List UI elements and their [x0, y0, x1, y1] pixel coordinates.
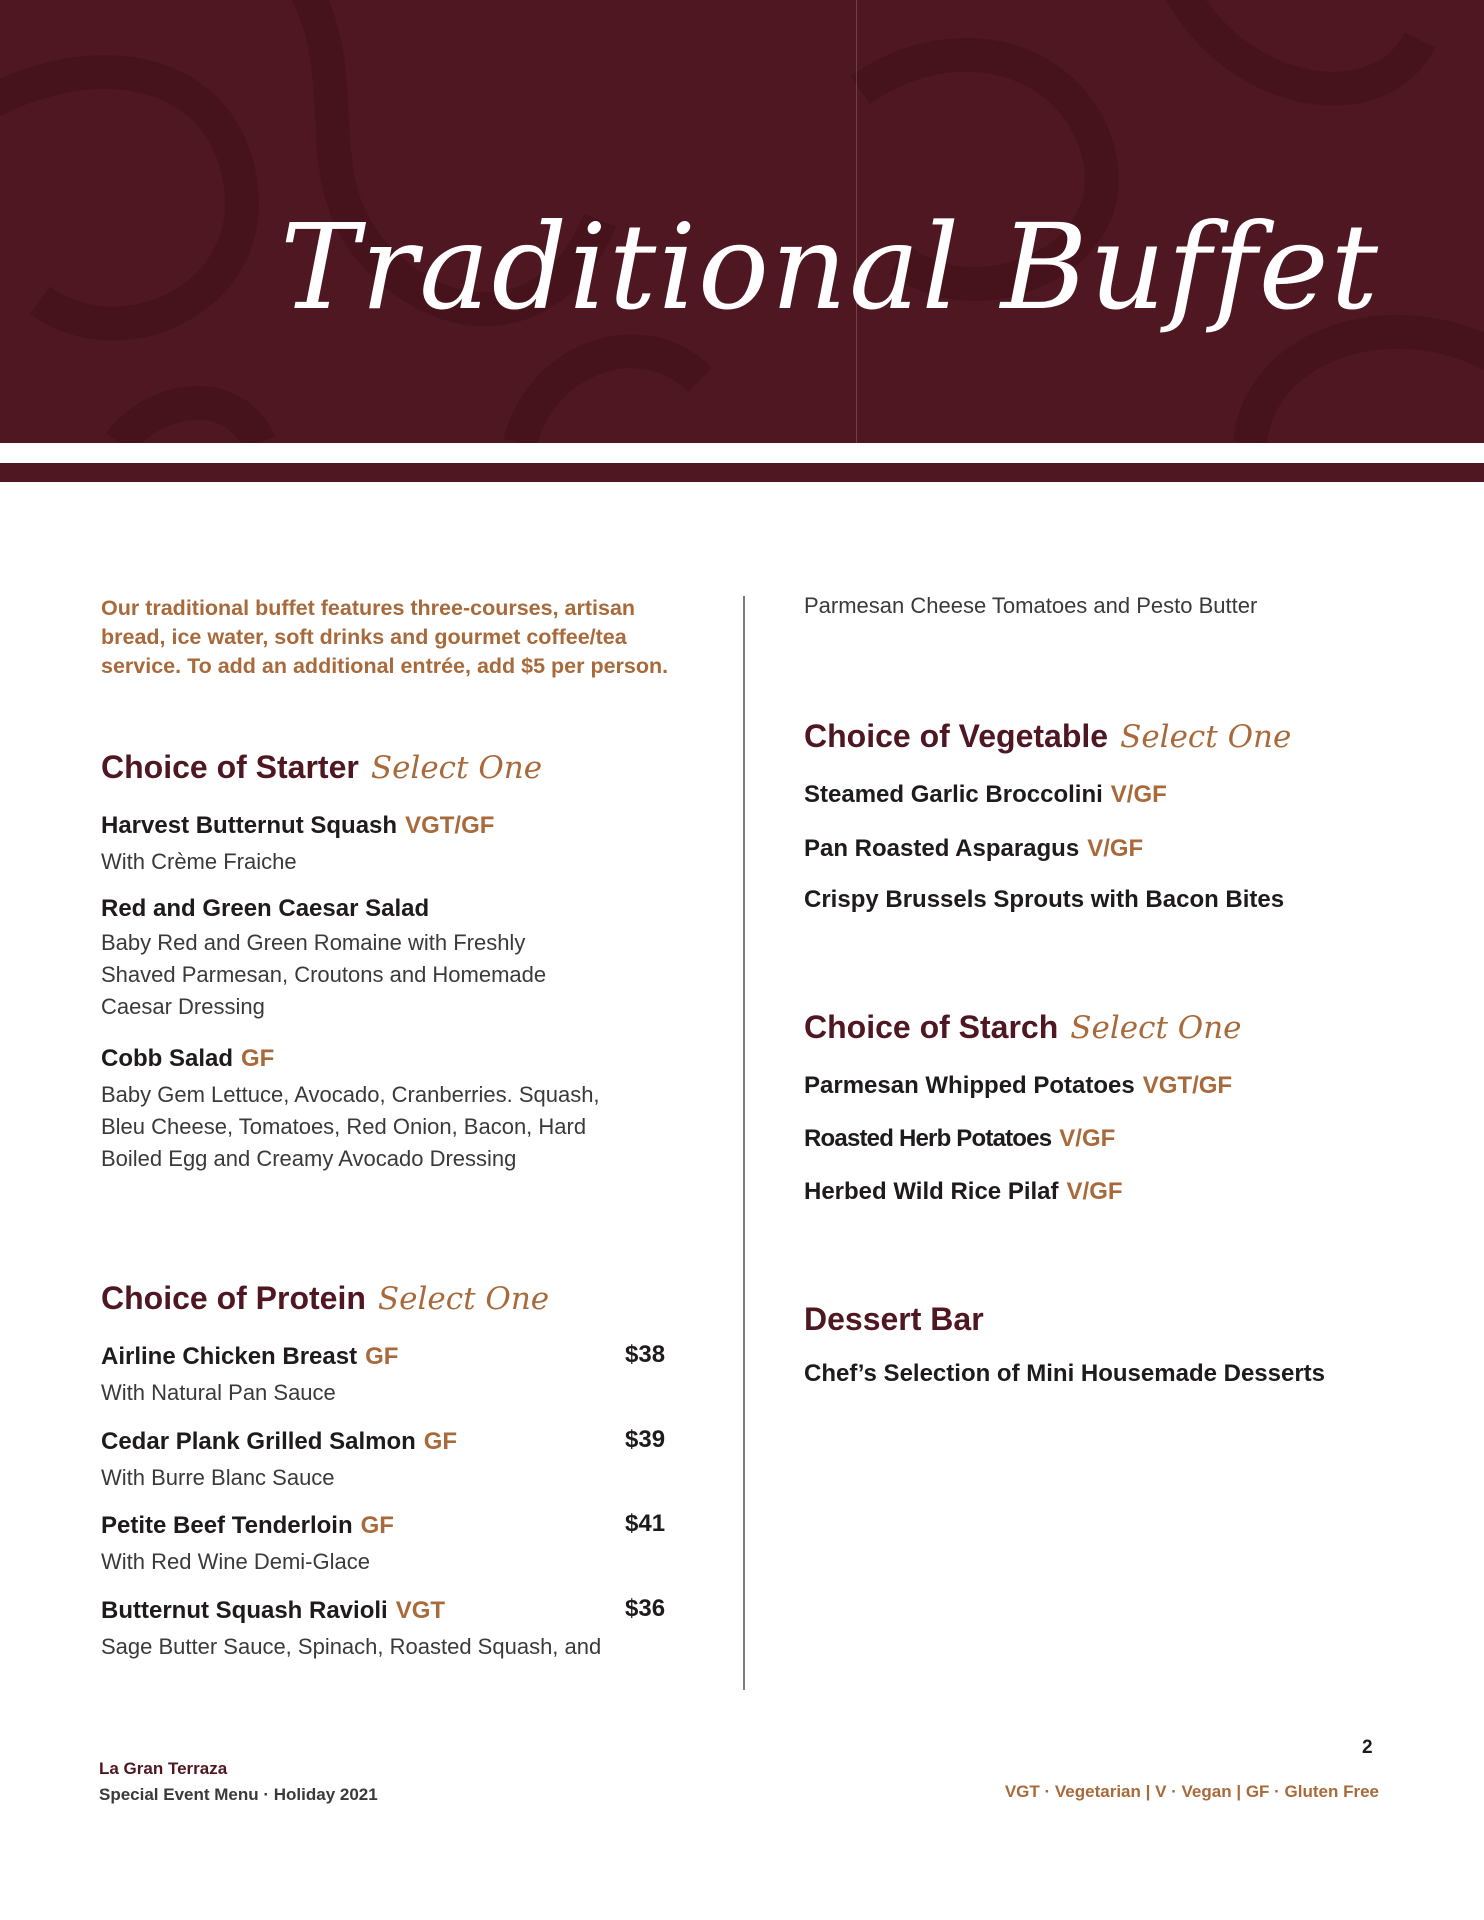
- diet-tag: GF: [423, 1428, 458, 1455]
- select-one-label: Select One: [377, 1281, 550, 1317]
- select-one-label: Select One: [1120, 719, 1292, 755]
- select-one-label: Select One: [1070, 1010, 1242, 1046]
- diet-tag: V/GF: [1110, 781, 1167, 808]
- starter-item: [101, 1045, 641, 1175]
- dessert-item: [804, 1362, 1325, 1386]
- item-description: With Burre Blanc Sauce: [101, 1465, 335, 1490]
- item-name: Herbed Wild Rice Pilaf: [804, 1178, 1059, 1205]
- starter-item: [101, 812, 661, 878]
- protein-heading-label: Choice of Protein: [101, 1280, 366, 1316]
- item-name: Parmesan Whipped Potatoes: [804, 1072, 1135, 1099]
- item-price: $39: [625, 1426, 666, 1453]
- item-name: Butternut Squash Ravioli: [101, 1597, 388, 1624]
- diet-tag: V/GF: [1059, 1125, 1116, 1152]
- item-name: Airline Chicken Breast: [101, 1343, 358, 1370]
- starch-item: [804, 1072, 1232, 1100]
- item-name: Petite Beef Tenderloin: [101, 1512, 353, 1539]
- protein-heading: [101, 1282, 549, 1315]
- column-divider: [743, 596, 745, 1690]
- item-description: With Natural Pan Sauce: [101, 1380, 336, 1405]
- vegetable-heading: [804, 720, 1291, 753]
- starter-heading: [101, 751, 542, 784]
- item-description: Sage Butter Sauce, Spinach, Roasted Squash, and: [101, 1634, 602, 1659]
- item-price: $38: [625, 1341, 666, 1368]
- item-price: $36: [625, 1595, 666, 1622]
- diet-tag: VGT: [395, 1597, 446, 1624]
- item-name: Pan Roasted Asparagus: [804, 835, 1080, 862]
- vegetable-heading-label: Choice of Vegetable: [804, 718, 1109, 754]
- protein-item: [101, 1343, 398, 1409]
- vegetable-item: [804, 835, 1143, 863]
- dietary-legend: VGT · Vegetarian | V · Vegan | GF · Gluten Free: [1004, 1782, 1379, 1801]
- protein-item: [101, 1428, 457, 1494]
- header-stripe: [0, 463, 1484, 482]
- item-description: With Crème Fraiche: [101, 849, 297, 874]
- item-name: Steamed Garlic Broccolini: [804, 781, 1103, 808]
- item-description: Baby Red and Green Romaine with Freshly Shaved Parmesan, Croutons and Homemade Caesar Dressing: [101, 930, 547, 1019]
- diet-tag: V/GF: [1087, 835, 1144, 862]
- intro-text: Our traditional buffet features three-courses, artisan bread, ice water, soft drinks and gourmet coffee/tea service. To add an additional entrée, add $5 per person.: [101, 596, 669, 678]
- select-one-label: Select One: [370, 750, 543, 786]
- item-name: Cedar Plank Grilled Salmon: [101, 1428, 416, 1455]
- diet-tag: VGT/GF: [405, 812, 495, 839]
- item-name: Harvest Butternut Squash: [101, 812, 398, 839]
- diet-tag: VGT/GF: [1142, 1072, 1233, 1099]
- page-title: Traditional Buffet: [280, 198, 1380, 336]
- starch-heading-label: Choice of Starch: [804, 1009, 1059, 1045]
- item-name: Chef’s Selection of Mini Housemade Desserts: [804, 1360, 1326, 1387]
- page-number: 2: [1362, 1737, 1373, 1758]
- item-name: Roasted Herb Potatoes: [804, 1125, 1052, 1152]
- starch-item: [804, 1125, 1115, 1153]
- dessert-heading: Dessert Bar: [804, 1301, 984, 1337]
- vegetable-item: [804, 781, 1167, 809]
- venue-name: La Gran Terraza: [99, 1759, 228, 1778]
- header-banner: [0, 0, 1484, 443]
- item-description: Baby Gem Lettuce, Avocado, Cranberries. Squash, Bleu Cheese, Tomatoes, Red Onion, Bacon, Hard Boiled Egg and Creamy Avocado Dressing: [101, 1082, 600, 1171]
- item-price: $41: [625, 1510, 666, 1537]
- diet-tag: GF: [241, 1045, 275, 1072]
- starch-heading: [804, 1011, 1242, 1044]
- diet-tag: GF: [365, 1343, 399, 1370]
- vegetable-item: [804, 888, 1284, 912]
- item-name: Cobb Salad: [101, 1045, 234, 1072]
- item-name: Red and Green Caesar Salad: [101, 895, 430, 922]
- protein-item: [101, 1512, 394, 1578]
- diet-tag: V/GF: [1066, 1178, 1123, 1205]
- event-label: Special Event Menu · Holiday 2021: [99, 1785, 378, 1804]
- protein-item: [101, 1597, 601, 1663]
- item-description: With Red Wine Demi-Glace: [101, 1549, 370, 1574]
- starter-heading-label: Choice of Starter: [101, 749, 359, 785]
- continued-description: Parmesan Cheese Tomatoes and Pesto Butter: [804, 593, 1258, 618]
- starter-item: [101, 897, 561, 1023]
- diet-tag: GF: [360, 1512, 394, 1539]
- starch-item: [804, 1178, 1123, 1206]
- item-name: Crispy Brussels Sprouts with Bacon Bites: [804, 886, 1285, 913]
